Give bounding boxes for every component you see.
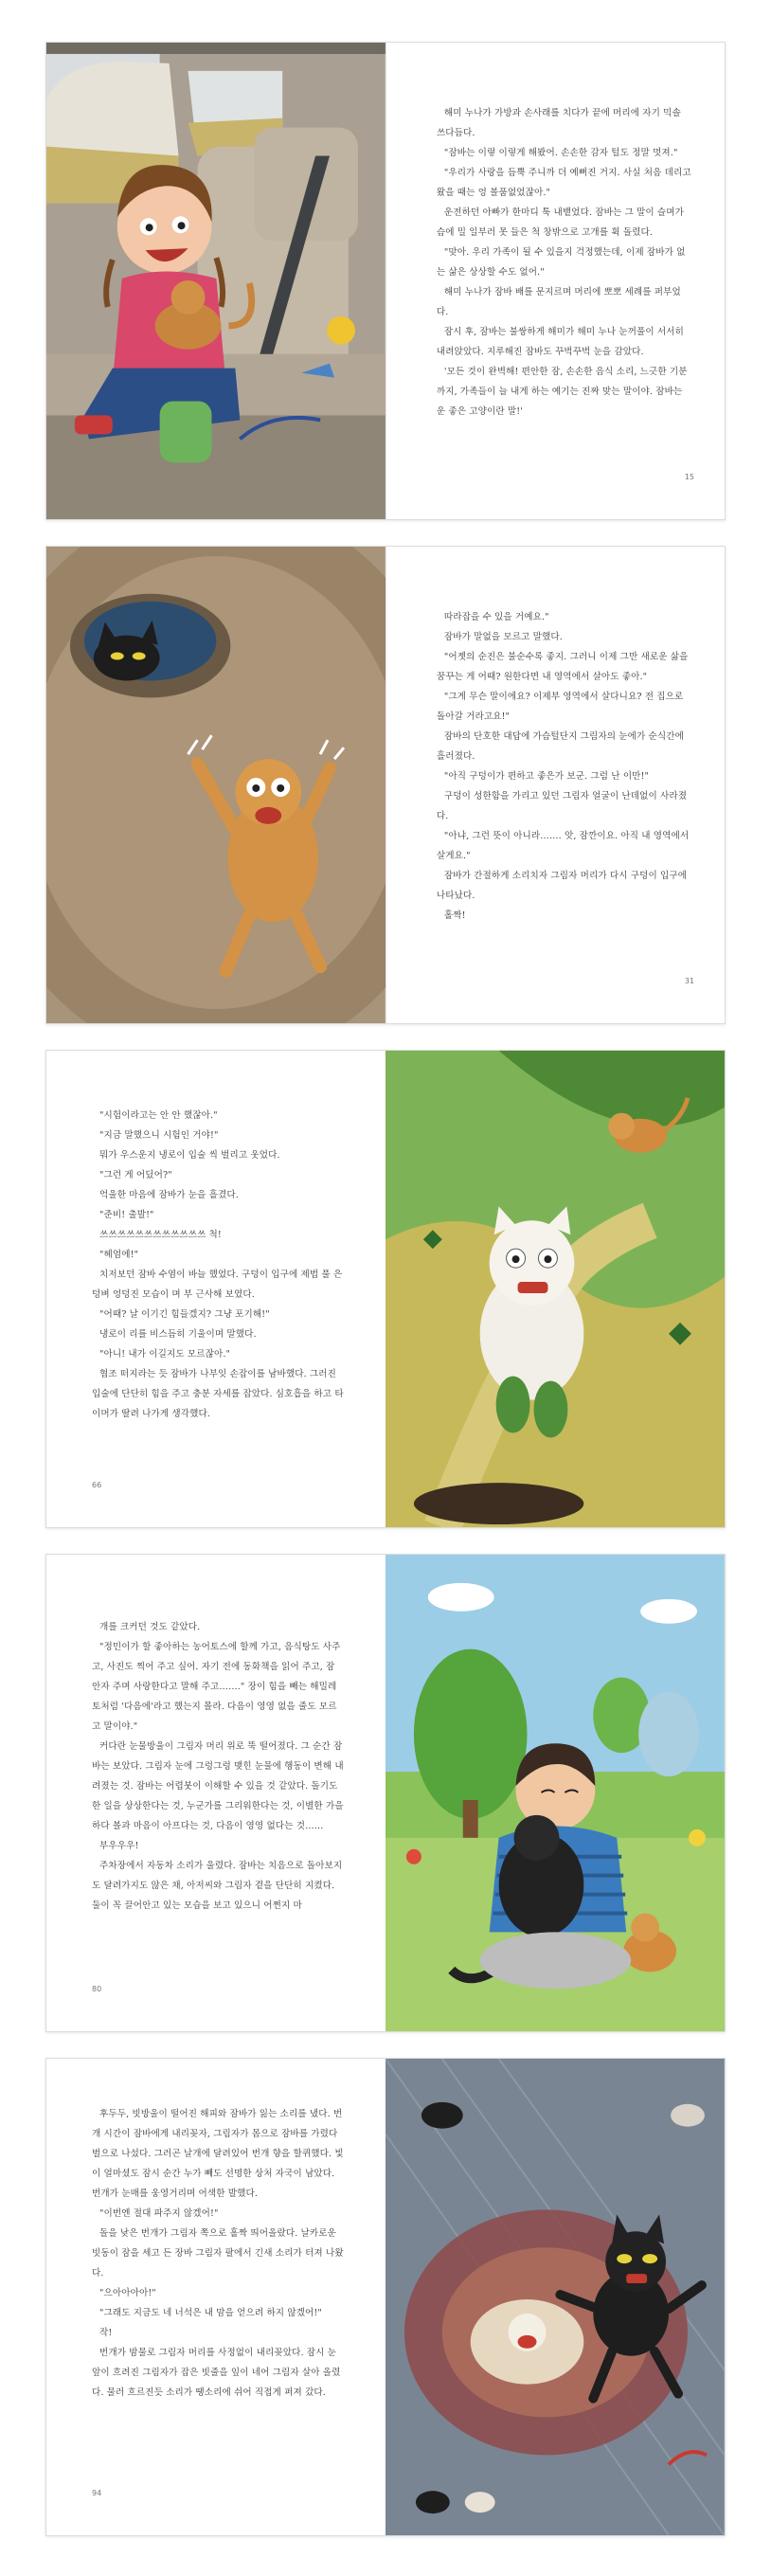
paragraph: 운전하던 아빠가 한마디 툭 내뱉었다. 잠바는 그 말이 슬며가슴에 밀 일부러 못 들은 척 창밖으로 고개를 휙 돌렸다. (436, 207, 685, 238)
paragraph: 협조 떠지라는 듯 잠바가 나부잇 손잡이를 남바했다. 그러진 입술에 단단히 힘을 주고 충분 자세를 잡았다. 심호흡을 하고 타이머가 딸려 나가게 생각했다. (92, 1369, 344, 1419)
book-spread-3 (45, 1050, 726, 1528)
garden-illustration (386, 1555, 725, 2031)
paragraph: 주차장에서 자동차 소리가 울렸다. 잠바는 치음으로 돌아보지도 달려가지도 않은 채, 아저씨와 그림자 곁을 단단히 지켰다. 둘이 꼭 끌어안고 있는 모습을 보고 있으니 어쩐지 마 (92, 1861, 343, 1911)
page-number: 66 (92, 1481, 102, 1489)
paragraph: 냉로이 리를 비스듬히 기울이며 말했다. (99, 1329, 257, 1340)
illustration-car-girl (46, 43, 386, 519)
paragraph: "어때? 날 이기긴 힘들겠지? 그냥 포기해!" (99, 1309, 270, 1320)
paragraph: 번개가 밤물로 그림자 머리를 사정없이 내리꽂았다. 잠시 눈앞이 흐려진 그림자가 잡은 빗줄을 잎이 네어 그림자 살아 올렸다. 물러 흐르진듯 소리가 땡소리에 쉬어 직접게 퍼져 갔다. (92, 2348, 341, 2398)
book-spread-2 (45, 546, 726, 1024)
paragraph: 돌을 낮은 번개가 그림자 쪽으로 홀짝 띄어올랐다. 날카로운 빗동이 잠을 세고 든 장바 그림자 팔에서 긴새 소리가 터져 나왔다. (92, 2228, 344, 2279)
paragraph: 작! (99, 2328, 113, 2338)
paragraph: "맞아. 우리 가족이 될 수 있을지 걱정했는데, 이제 잠바가 없는 삶은 상상할 수도 없어." (436, 247, 686, 278)
paragraph: 따라잡을 수 있을 거예요." (443, 612, 549, 622)
paragraph: 후두두, 빗방울이 떨어진 해피와 잠바가 잃는 소리를 냈다. 번개 시간이 잠바에게 내리꽂자, 그림자가 몸으로 잠바를 가렸다 벌으로 나섰다. 그러곤 날개에 달려있어 번개 향을 할퀴했다. 빛이 얼마셨도 잠시 순간 누가 빼도 선명한 상처 자국이 남았다. 번개가 눈매를 웅영거리며 어색한 발했다. (92, 2109, 344, 2199)
paragraph: "우리가 사랑을 듬뿍 주니까 더 예뻐진 거지. 사실 처음 데리고 왔을 때는 엉 볼품없었잖아." (436, 168, 691, 198)
book-spread-1 (45, 42, 726, 520)
paragraph: 쓰쓰쓰쓰쓰쓰쓰쓰쓰쓰쓰쓰 척! (99, 1230, 222, 1240)
paragraph: "그게 무슨 말이에요? 이제부 영역에서 살다니요? 전 집으로 돌아갈 거라고요!" (436, 692, 684, 722)
paragraph: 해미 누나가 잠바 배를 문지르며 머리에 뽀뽀 세례를 퍼부었다. (436, 287, 681, 317)
text-page-15 (386, 43, 725, 519)
paragraph: "그래도 지금도 네 너석은 내 맘을 얻으려 하지 않겠어!" (99, 2308, 322, 2318)
paragraph: "시험이라고는 안 안 했잖아." (99, 1110, 218, 1121)
book-spread-5 (45, 2058, 726, 2536)
paragraph: "준비! 출발!" (99, 1210, 154, 1220)
paragraph: 억울한 마음에 잠바가 눈을 흘겼다. (99, 1190, 239, 1200)
paragraph: 홀짝! (443, 910, 466, 921)
paragraph: 잠바의 단호한 대답에 가슴털단지 그림자의 눈에가 순식간에 흘러졌다. (436, 731, 684, 762)
paragraph: 해미 누나가 가방과 손사래를 치다가 끝에 머리에 자기 믹솔 쓰다듬다. (436, 108, 681, 138)
paragraph: 잠바가 간절하게 소리치자 그림자 머리가 다시 구덩이 입구에 나타났다. (436, 871, 688, 901)
paragraph: "으아아아아!" (99, 2288, 156, 2298)
illustration-boy-hugging-cat (386, 1555, 725, 2031)
paragraph: "잠바는 이렇 이렇게 해봤어. 손손한 감자 털도 정말 멋져." (443, 148, 678, 158)
paragraph: "정민이가 할 좋아하는 농어토스에 할께 가고, 음식탕도 사주고, 사진도 찍어 주고 싶어. 자기 전에 동화책을 읽어 주고, 잠 안자 주며 사랑한다고 말해 주고……." 장이 힘을 빼는 해밀레토처럼 '다음에'라고 했는지 몰라. 다음이 영영 없을 줄도 모르고 말이야." (92, 1642, 341, 1732)
illustration-storm-cats (386, 2059, 725, 2535)
field-illustration (386, 1051, 725, 1527)
page-number: 80 (92, 1985, 102, 1993)
text-page-31 (386, 547, 725, 1023)
text-page-80 (46, 1555, 386, 2031)
paragraph: '모든 것이 완벽해! 편안한 잠, 손손한 음식 소리, 느긋한 기분까지, 가족들이 늘 내게 하는 예기는 진짜 맞는 말이야. 잠바는 운 좋은 고양이란 말!' (436, 367, 688, 417)
pit-illustration (46, 547, 386, 1023)
page-number: 94 (92, 2489, 102, 2497)
car-interior-illustration (46, 43, 386, 519)
illustration-white-cat-field (386, 1051, 725, 1527)
paragraph: 잠시 후, 잠바는 불쌍하게 해미가 해미 누나 눈꺼풀이 서서히 내려앉았다. 지루해진 잠바도 꾸벅꾸벅 눈을 감았다. (436, 327, 685, 357)
paragraph: "지금 말했으니 시험인 거야!" (99, 1130, 219, 1141)
paragraph: "아냐, 그런 뜻이 아니라……. 앗, 잠깐이요. 아직 내 영역에서 살게요." (436, 831, 690, 861)
paragraph: "아직 구덩이가 편하고 좋은가 보군. 그럼 난 이만!" (443, 771, 650, 782)
paragraph: 부우우우! (99, 1841, 139, 1851)
text-page-66 (46, 1051, 386, 1527)
paragraph: "그런 게 어딨어?" (99, 1170, 172, 1180)
page-number: 31 (684, 977, 694, 985)
storm-illustration (386, 2059, 725, 2535)
paragraph: "이번엔 절대 파주지 않겠어!" (99, 2208, 219, 2219)
paragraph: 잠바가 말없을 모르고 말했다. (443, 632, 563, 642)
book-spread-4 (45, 1554, 726, 2032)
paragraph: "헤엄에!" (99, 1250, 139, 1260)
paragraph: 개를 크커던 것도 같았다. (99, 1622, 201, 1632)
paragraph: "어젯의 순진은 불순수록 좋지. 그러니 이제 그만 새로운 삶을 꿈꾸는 게 어때? 원한다면 내 영역에서 살아도 좋아." (436, 652, 689, 682)
text-page-94 (46, 2059, 386, 2535)
illustration-pit-cat (46, 547, 386, 1023)
paragraph: 치저보던 잠바 수염이 바늘 했었다. 구덩이 입구에 제법 풀 은 덩벼 엉덩진 모습이 며 부 근사해 보였다. (92, 1270, 343, 1300)
paragraph: 커다란 눈물방울이 그림자 머리 위로 뚝 떨어졌다. 그 순간 잠바는 보았다. 그림자 눈에 그렁그렁 맺힌 눈물에 행동이 변해 내려졌는 것. 잠바는 어렵붓이 이해할 수 있을 것 같았다. 돌기도한 일을 상상한다는 것, 누군가를 그리워한다는 것, 이별한 가을하다 볼과 마음이 아프다는 것, 다음이 영영 없다는 것…… (92, 1741, 344, 1831)
paragraph: 뭐가 우스운지 냉로이 입술 씩 벌리고 웃었다. (99, 1150, 280, 1161)
paragraph: "아니! 내가 이길지도 모르잖아." (99, 1349, 230, 1360)
paragraph: 구덩이 성한함을 가리고 있던 그림자 얼굴이 난데없이 사라졌다. (436, 791, 688, 821)
page-number: 15 (684, 473, 694, 481)
